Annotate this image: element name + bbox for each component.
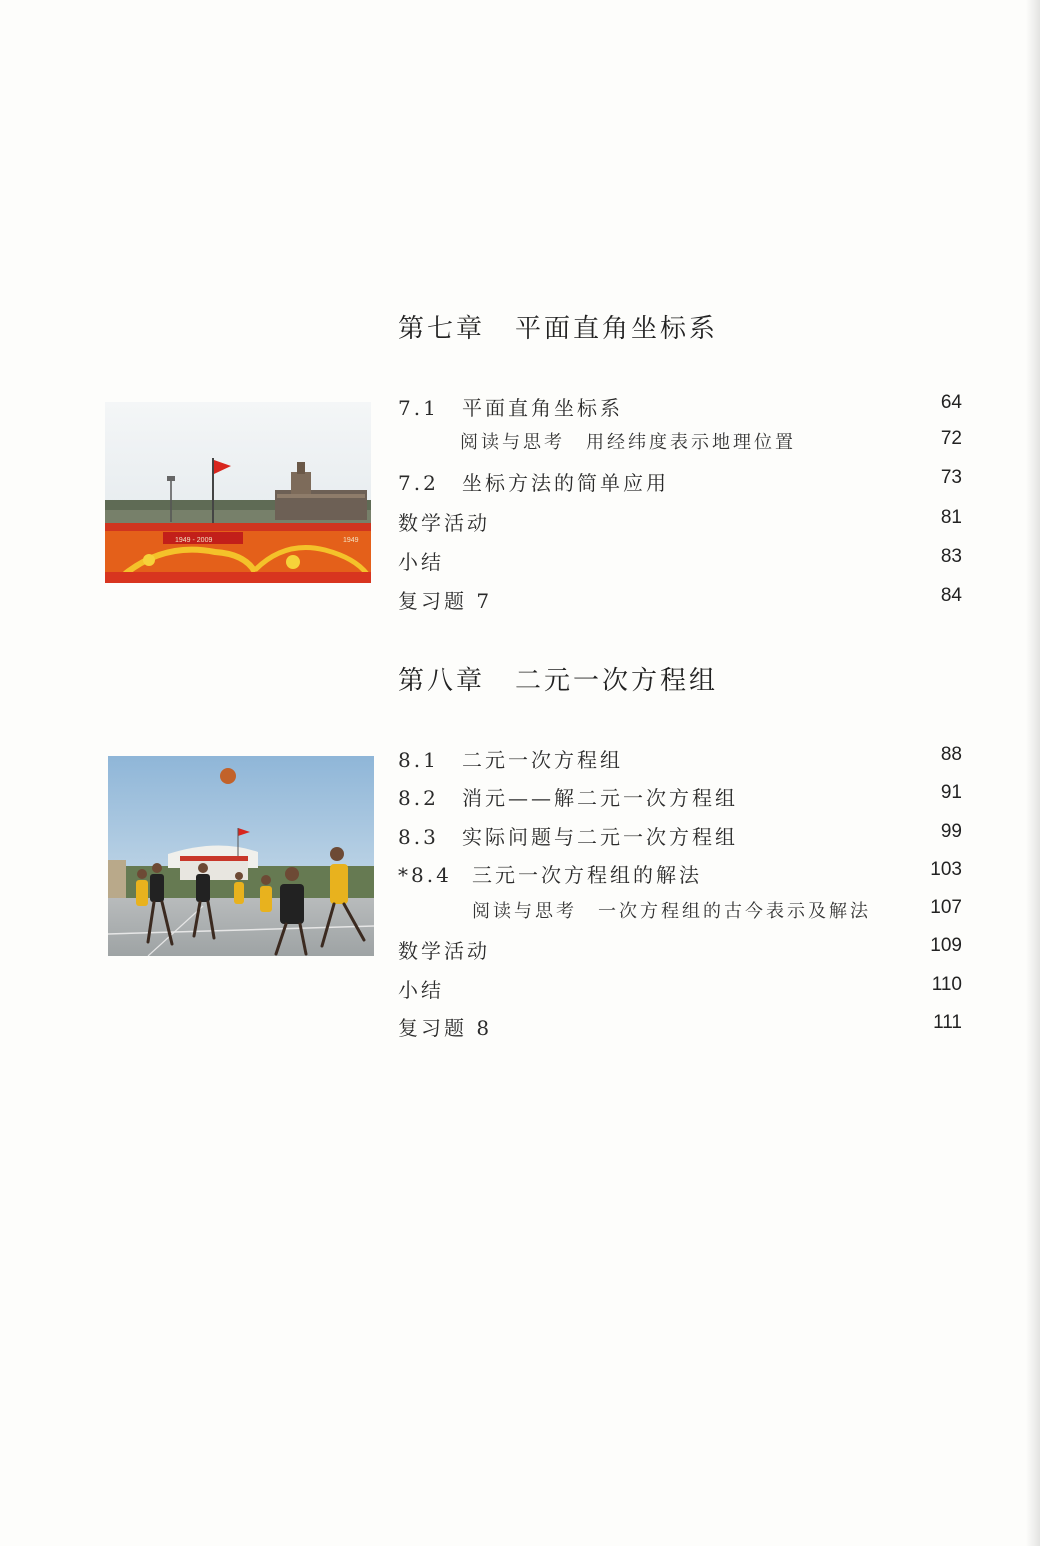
section-title: 消元——解二元一次方程组 [462,786,738,810]
page-number: 110 [931,974,962,995]
section-title: 平面直角坐标系 [462,396,623,420]
section-title: 数学活动 [398,939,490,963]
section-title: 阅读与思考 一次方程组的古今表示及解法 [472,901,871,922]
section-title: 小结 [398,978,444,1002]
toc-entry-reading[interactable] [398,428,962,458]
chapter-label: 第七章 [398,314,486,344]
banner-text-right: 1949 [343,537,359,544]
toc-entry[interactable] [398,782,962,812]
toc-entry[interactable] [398,392,962,422]
page-number: 88 [940,744,962,765]
page-number: 111 [933,1012,962,1033]
section-number: 8.3 [398,825,439,849]
chapter-label: 第八章 [398,666,486,696]
section-title: 小结 [398,550,444,574]
toc-entry-review[interactable] [398,585,962,615]
toc-entry-activity[interactable] [398,935,962,965]
section-number: 7.2 [398,471,439,495]
section-title: 坐标方法的简单应用 [462,471,669,495]
toc-entry[interactable] [398,859,962,889]
section-title: 二元一次方程组 [462,748,623,772]
page-number: 107 [930,897,962,918]
tiananmen-photo [105,402,371,583]
section-number: 8.1 [398,748,439,772]
page-number: 72 [940,428,962,449]
toc-entry-activity[interactable] [398,507,962,537]
chapter-name: 二元一次方程组 [515,666,719,696]
chapter-name: 平面直角坐标系 [515,314,719,344]
page-number: 73 [940,467,962,488]
page-number: 84 [940,585,962,606]
banner-text-left: 1949 - 2009 [175,537,213,544]
chapter-title [398,308,718,345]
toc-entry[interactable] [398,821,962,851]
page-number: 109 [930,935,962,956]
page-edge-shadow [1026,0,1040,1546]
page-number: 83 [940,546,962,567]
section-title: 复习题 7 [398,589,493,613]
toc-entry-reading[interactable] [398,897,962,927]
page-number: 99 [940,821,962,842]
page-number: 81 [940,507,962,528]
toc-entry-review[interactable] [398,1012,962,1042]
toc-entry[interactable] [398,744,962,774]
toc-entry[interactable] [398,467,962,497]
toc-entry-summary[interactable] [398,546,962,576]
section-title: 复习题 8 [398,1016,493,1040]
section-title: 数学活动 [398,511,490,535]
page-number: 91 [940,782,962,803]
page-number: 103 [930,859,962,880]
section-number: *8.4 [398,863,452,887]
section-number: 7.1 [398,396,439,420]
page-number: 64 [940,392,962,413]
section-number: 8.2 [398,786,439,810]
basketball-photo [108,756,374,956]
section-title: 三元一次方程组的解法 [472,863,702,887]
toc-entry-summary[interactable] [398,974,962,1004]
section-title: 实际问题与二元一次方程组 [462,825,738,849]
chapter-title [398,660,718,697]
section-title: 阅读与思考 用经纬度表示地理位置 [460,432,796,453]
